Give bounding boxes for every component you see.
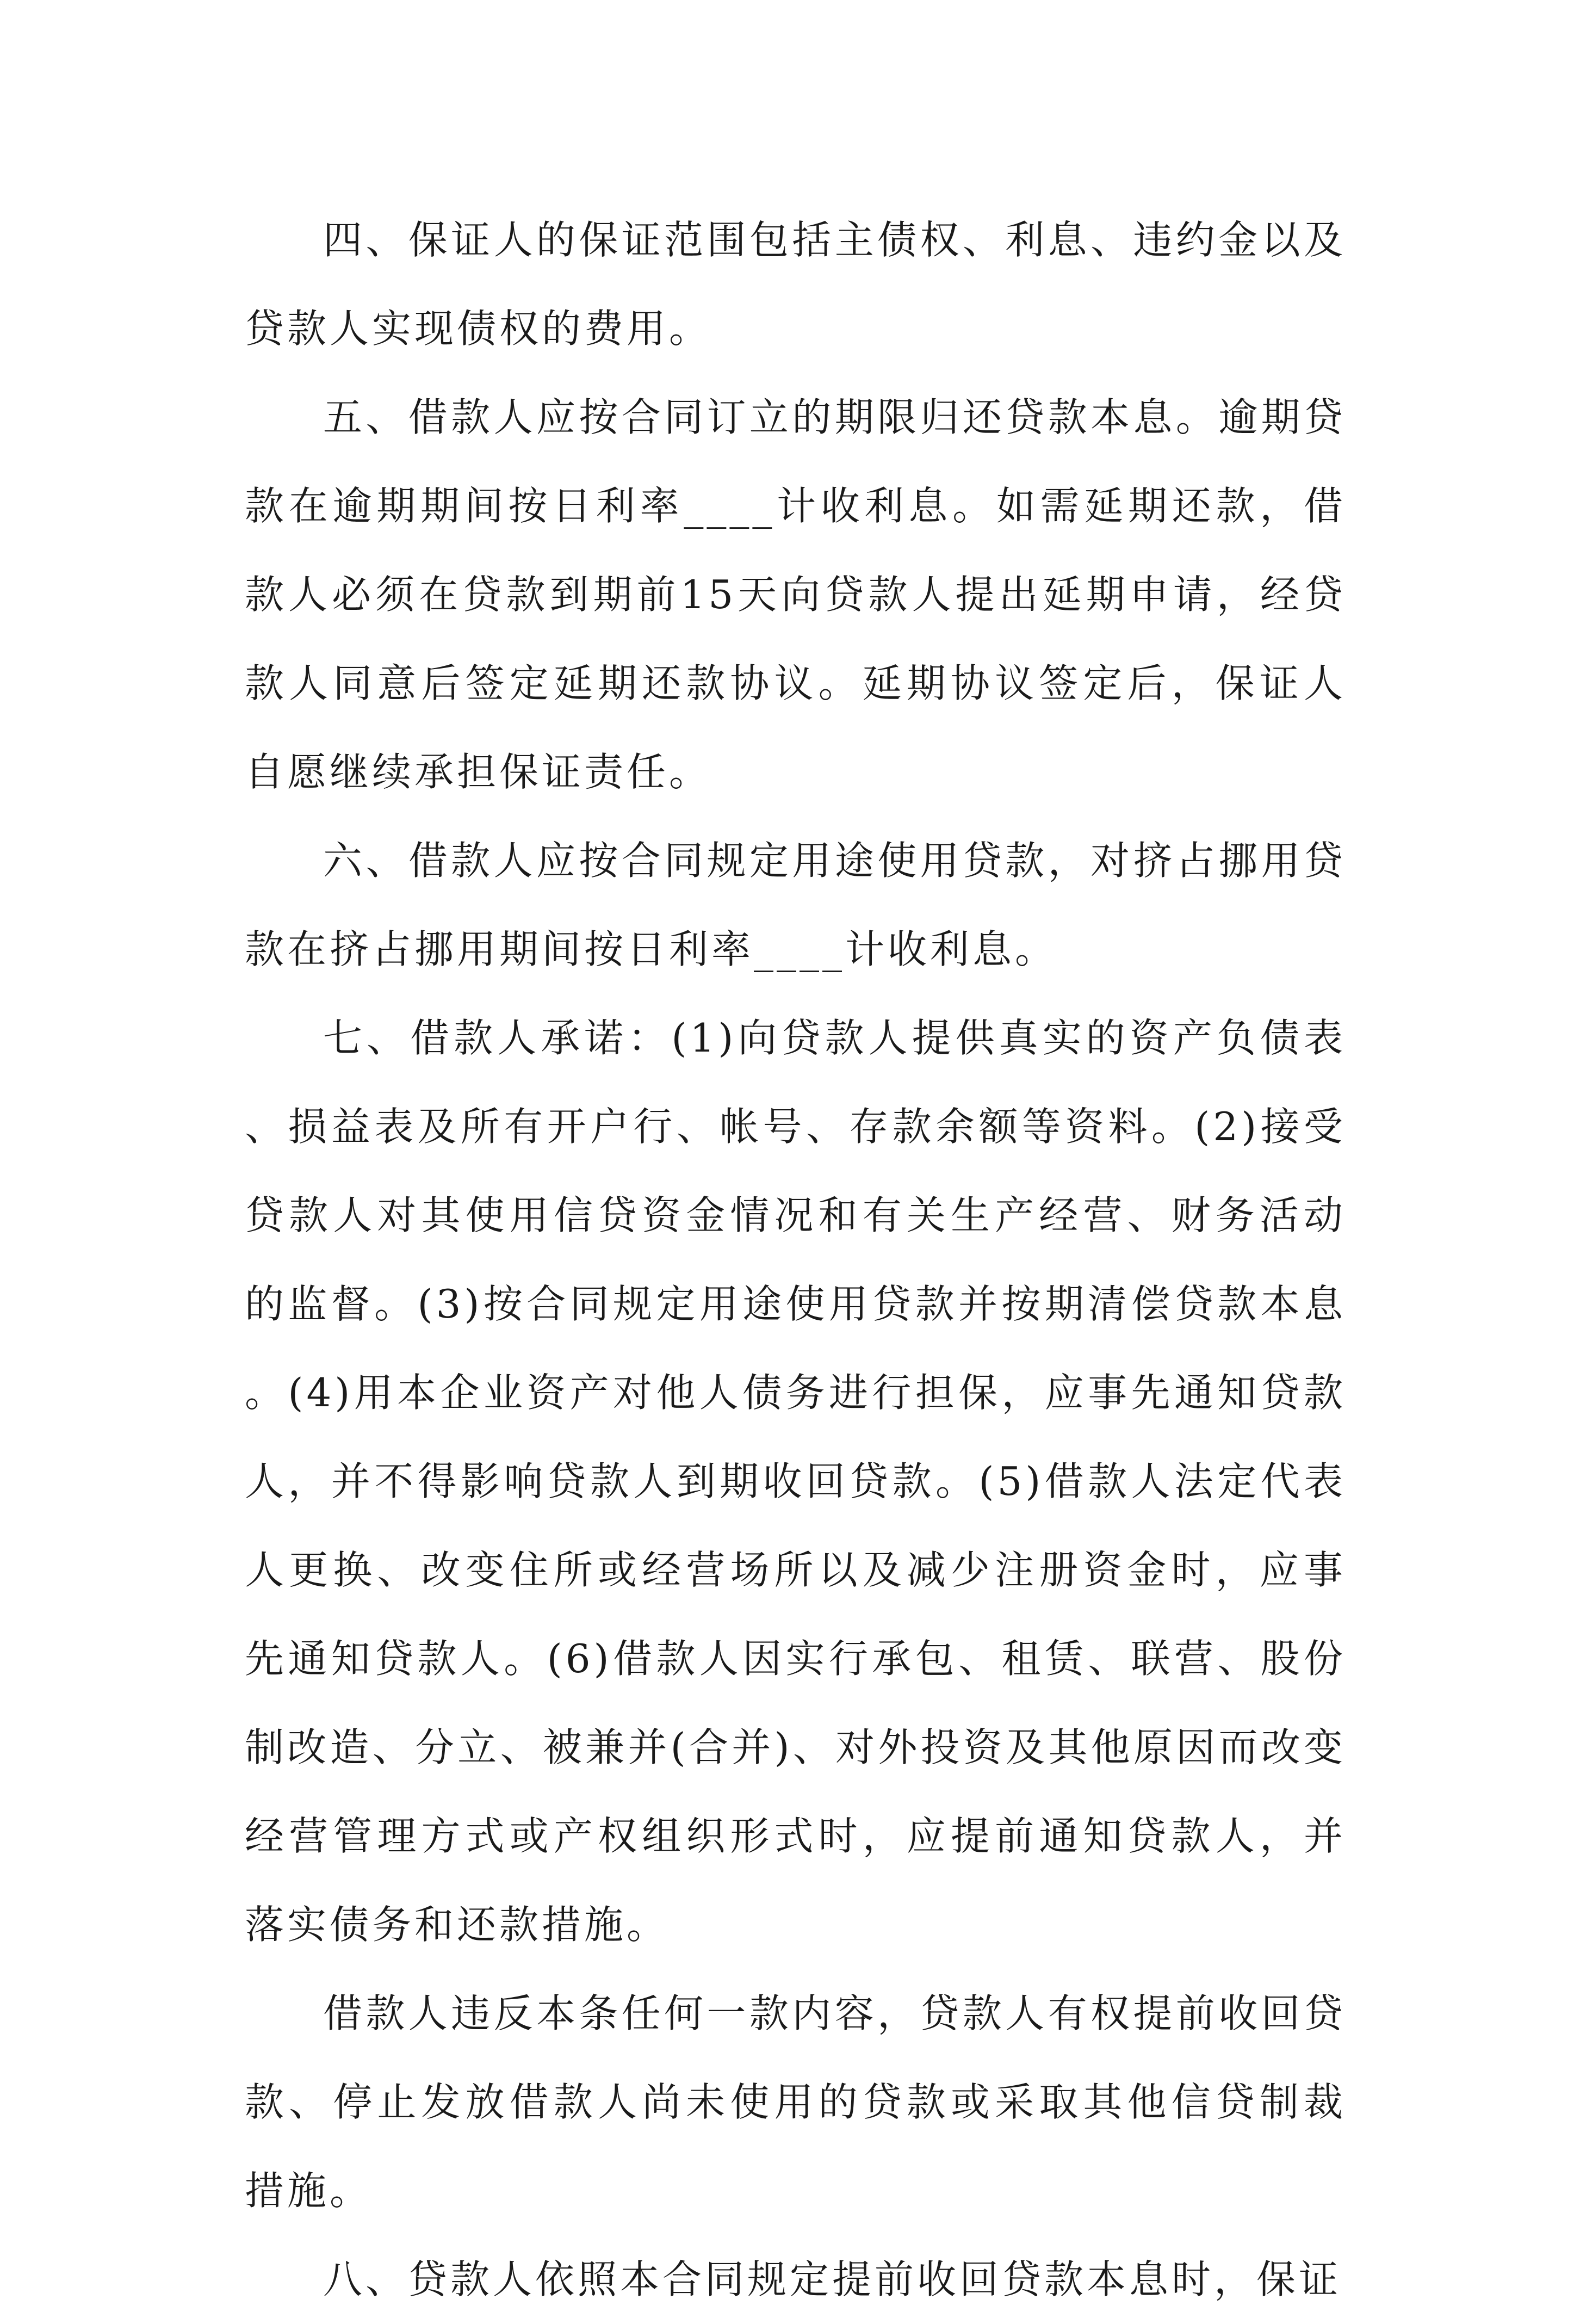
document-body [245, 196, 1346, 2324]
paragraph-repayment-term: 五、借款人应按合同订立的期限归还贷款本息。逾期贷款在逾期期间按日利率____计收利息。如需延期还款，借款人必须在贷款到期前15天向贷款人提出延期申请，经贷款人同意后签定延期还款协议。延期协议签定后，保证人自愿继续承担保证责任。 [245, 394, 1346, 795]
paragraph-guarantee-scope: 四、保证人的保证范围包括主债权、利息、违约金以及贷款人实现债权的费用。 [245, 217, 1346, 351]
paragraph-early-recall: 八、贷款人依照本合同规定提前收回贷款本息时，保证 [323, 2257, 1342, 2302]
paragraph-borrower-commitments: 七、借款人承诺：(1)向贷款人提供真实的资产负债表、损益表及所有开户行、帐号、存款余额等资料。(2)接受贷款人对其使用信贷资金情况和有关生产经营、财务活动的监督。(3)按合同规定用途使用贷款并按期清偿贷款本息。(4)用本企业资产对他人债务进行担保，应事先通知贷款人，并不得影响贷款人到期收回贷款。(5)借款人法定代表人更换、改变住所或经营场所以及减少注册资金时，应事先通知贷款人。(6)借款人因实行承包、租赁、联营、股份制改造、分立、被兼并(合并)、对外投资及其他原因而改变经营管理方式或产权组织形式时，应提前通知贷款人，并落实债务和还款措施。 [245, 1015, 1346, 1948]
paragraph-breach-remedy: 借款人违反本条任何一款内容，贷款人有权提前收回贷款、停止发放借款人尚未使用的贷款或采取其他信贷制裁措施。 [245, 1991, 1346, 2214]
paragraph-loan-usage: 六、借款人应按合同规定用途使用贷款，对挤占挪用贷款在挤占挪用期间按日利率____计收利息。 [245, 838, 1346, 972]
